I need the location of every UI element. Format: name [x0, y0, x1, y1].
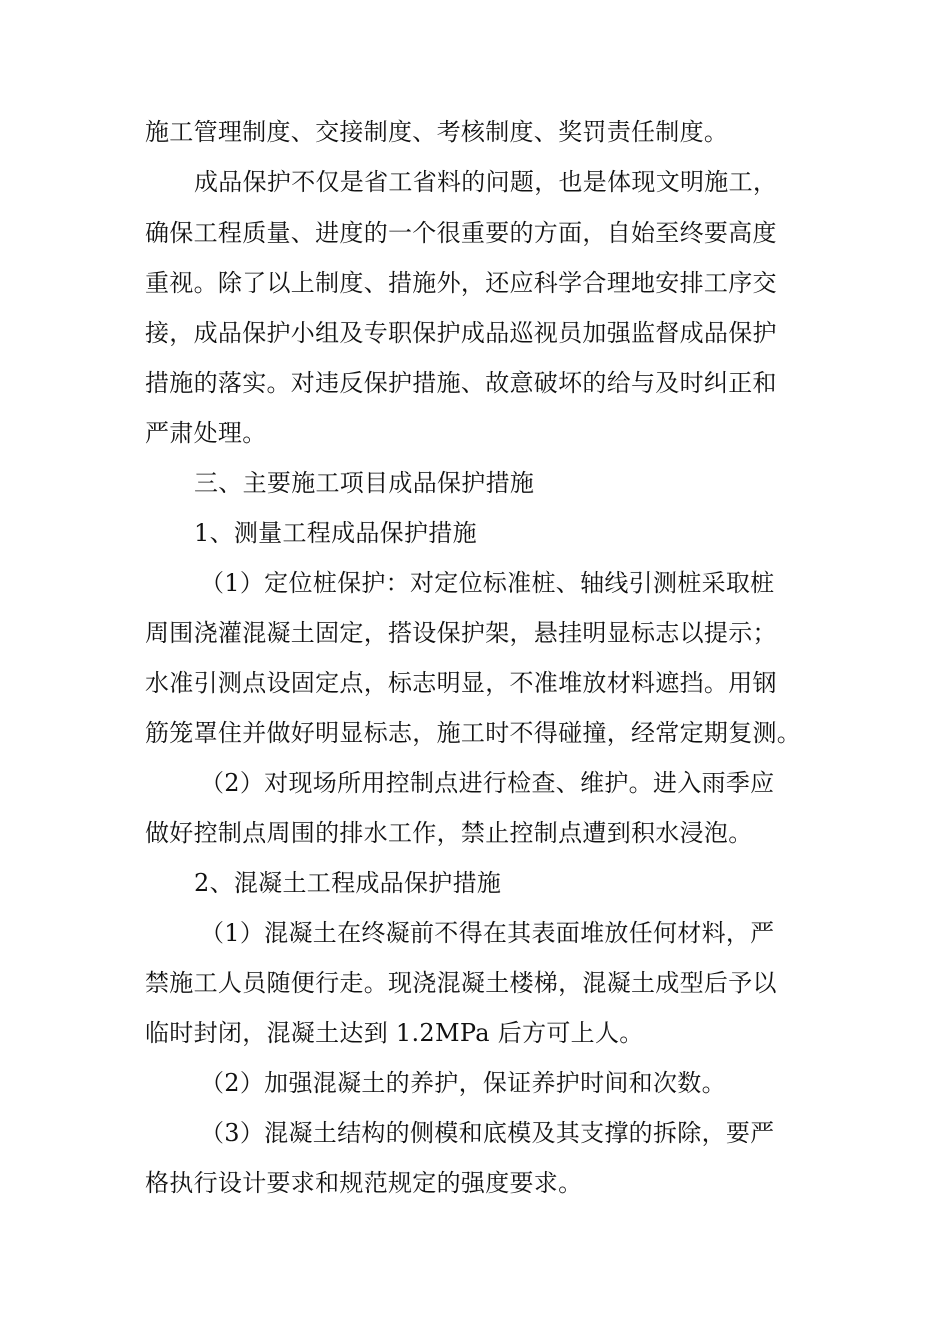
paragraph-line: 做好控制点周围的排水工作，禁止控制点遭到积水浸泡。 [145, 819, 753, 847]
paragraph-line: 筋笼罩住并做好明显标志，施工时不得碰撞，经常定期复测。 [145, 719, 802, 747]
paragraph-line: 重视。除了以上制度、措施外，还应科学合理地安排工序交 [145, 269, 777, 297]
paragraph-line: 接，成品保护小组及专职保护成品巡视员加强监督成品保护 [145, 319, 777, 347]
paragraph-line: 临时封闭，混凝土达到 1.2MPa 后方可上人。 [145, 1019, 644, 1047]
section-heading: 三、主要施工项目成品保护措施 [194, 469, 535, 497]
paragraph-line: （1）定位桩保护：对定位标准桩、轴线引测桩采取桩 [200, 569, 775, 597]
paragraph-line: 施工管理制度、交接制度、考核制度、奖罚责任制度。 [145, 118, 729, 146]
subsection-heading: 2、混凝土工程成品保护措施 [194, 869, 502, 897]
paragraph-line: （1）混凝土在终凝前不得在其表面堆放任何材料，严 [200, 919, 775, 947]
paragraph-line: （2）对现场所用控制点进行检查、维护。进入雨季应 [200, 769, 775, 797]
paragraph-line: 措施的落实。对违反保护措施、故意破坏的给与及时纠正和 [145, 369, 777, 397]
paragraph-line: （3）混凝土结构的侧模和底模及其支撑的拆除，要严 [200, 1119, 775, 1147]
paragraph-line: 严肃处理。 [145, 419, 267, 447]
paragraph-line: 周围浇灌混凝土固定，搭设保护架，悬挂明显标志以提示； [145, 619, 777, 647]
paragraph-line: （2）加强混凝土的养护，保证养护时间和次数。 [200, 1069, 726, 1097]
subsection-heading: 1、测量工程成品保护措施 [194, 519, 477, 547]
paragraph-line: 禁施工人员随便行走。现浇混凝土楼梯，混凝土成型后予以 [145, 969, 777, 997]
paragraph-line: 格执行设计要求和规范规定的强度要求。 [145, 1169, 583, 1197]
paragraph-line: 水准引测点设固定点，标志明显，不准堆放材料遮挡。用钢 [145, 669, 777, 697]
paragraph-line: 确保工程质量、进度的一个很重要的方面，自始至终要高度 [145, 219, 777, 247]
paragraph-line: 成品保护不仅是省工省料的问题，也是体现文明施工， [194, 168, 778, 196]
